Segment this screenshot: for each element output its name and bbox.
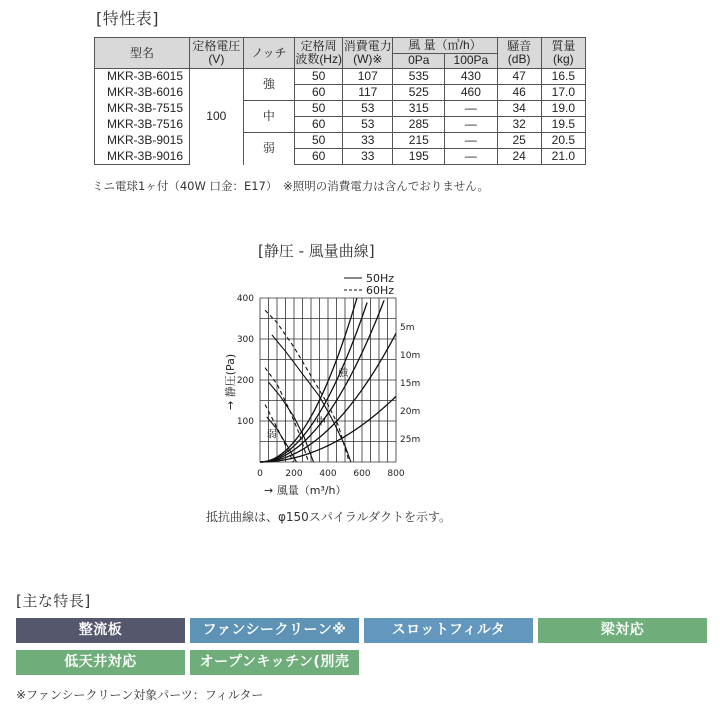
header-power: 消費電力(W)※ bbox=[343, 38, 393, 69]
table-row bbox=[95, 85, 586, 101]
cell-hz: 50 bbox=[295, 69, 343, 85]
cell-voltage: 100 bbox=[189, 69, 243, 165]
cell-pa100: — bbox=[445, 101, 497, 117]
cell-pa100: — bbox=[445, 133, 497, 149]
cell-notch-medium: 中 bbox=[243, 101, 294, 133]
y-axis-label: → 静圧(Pa) bbox=[224, 353, 237, 410]
legend-label-50hz: 50Hz bbox=[366, 272, 395, 285]
cell-hz: 50 bbox=[295, 101, 343, 117]
cell-pa100: 460 bbox=[445, 85, 497, 101]
feature-badge-fancy-clean: ファンシークリーン※ bbox=[190, 618, 359, 643]
features-heading: [主な特長] bbox=[16, 592, 91, 610]
cell-notch-strong: 強 bbox=[243, 69, 294, 101]
table-note: ミニ電球1ヶ付（40W 口金：E17） ※照明の消費電力は含んでおりません。 bbox=[92, 179, 489, 193]
cell-hz: 50 bbox=[295, 133, 343, 149]
notch-label-weak: 弱 bbox=[266, 429, 277, 441]
cell-w: 53 bbox=[343, 117, 393, 133]
cell-pa0: 315 bbox=[393, 101, 445, 117]
cell-kg: 20.5 bbox=[541, 133, 585, 149]
cell-pa0: 535 bbox=[393, 69, 445, 85]
cell-notch-weak: 弱 bbox=[243, 133, 294, 165]
cell-db: 25 bbox=[497, 133, 541, 149]
chart-title: [静圧 - 風量曲線] bbox=[258, 242, 375, 260]
cell-model: MKR-3B-9015 bbox=[95, 133, 190, 149]
cell-db: 34 bbox=[497, 101, 541, 117]
header-frequency: 定格周波数(Hz) bbox=[295, 38, 343, 69]
notch-label-medium: 中 bbox=[316, 417, 327, 429]
header-noise: 騒音(dB) bbox=[497, 38, 541, 69]
x-tick-label: 400 bbox=[319, 469, 337, 479]
cell-w: 33 bbox=[343, 149, 393, 165]
cell-model: MKR-3B-6015 bbox=[95, 69, 190, 85]
cell-db: 46 bbox=[497, 85, 541, 101]
cell-kg: 19.5 bbox=[541, 117, 585, 133]
series-line bbox=[265, 368, 308, 462]
cell-model: MKR-3B-9016 bbox=[95, 149, 190, 165]
spec-table-heading: [特性表] bbox=[96, 9, 159, 28]
resistance-label: 10m bbox=[400, 351, 421, 361]
header-airflow-100pa: 100Pa bbox=[445, 53, 497, 69]
header-voltage: 定格電圧(V) bbox=[189, 38, 243, 69]
legend-label-60hz: 60Hz bbox=[366, 284, 395, 297]
cell-w: 117 bbox=[343, 85, 393, 101]
features-note: ※ファンシークリーン対象パーツ：フィルター bbox=[16, 688, 264, 702]
cell-pa100: — bbox=[445, 117, 497, 133]
x-tick-label: 0 bbox=[257, 469, 263, 479]
cell-hz: 60 bbox=[295, 85, 343, 101]
notch-label-strong: 強 bbox=[338, 367, 349, 379]
cell-db: 32 bbox=[497, 117, 541, 133]
cell-hz: 60 bbox=[295, 149, 343, 165]
cell-w: 53 bbox=[343, 101, 393, 117]
resistance-label: 15m bbox=[400, 379, 421, 389]
cell-pa0: 215 bbox=[393, 133, 445, 149]
resistance-curve bbox=[260, 300, 384, 462]
resistance-label: 20m bbox=[400, 407, 421, 417]
feature-badge-slot-filter: スロットフィルタ bbox=[364, 618, 533, 643]
table-row bbox=[95, 133, 586, 149]
header-airflow: 風 量（㎥/h） bbox=[393, 38, 497, 54]
cell-model: MKR-3B-6016 bbox=[95, 85, 190, 101]
header-notch: ノッチ bbox=[243, 38, 294, 69]
cell-db: 24 bbox=[497, 149, 541, 165]
header-airflow-0pa: 0Pa bbox=[393, 53, 445, 69]
cell-pa0: 525 bbox=[393, 85, 445, 101]
cell-model: MKR-3B-7515 bbox=[95, 101, 190, 117]
feature-badge-low-ceiling: 低天井対応 bbox=[16, 650, 185, 675]
resistance-label: 25m bbox=[400, 435, 421, 445]
table-row bbox=[95, 69, 586, 85]
x-tick-label: 600 bbox=[353, 469, 371, 479]
cell-kg: 16.5 bbox=[541, 69, 585, 85]
cell-pa100: 430 bbox=[445, 69, 497, 85]
chart-note: 抵抗曲線は、φ150スパイラルダクトを示す。 bbox=[206, 510, 452, 524]
cell-db: 47 bbox=[497, 69, 541, 85]
x-tick-label: 800 bbox=[387, 469, 405, 479]
cell-kg: 17.0 bbox=[541, 85, 585, 101]
table-row bbox=[95, 117, 586, 133]
cell-hz: 60 bbox=[295, 117, 343, 133]
pressure-airflow-chart bbox=[220, 236, 480, 536]
x-axis-label: → 風量（m³/h） bbox=[264, 484, 347, 497]
header-model: 型名 bbox=[95, 38, 190, 69]
y-tick-label: 100 bbox=[236, 417, 254, 427]
table-row bbox=[95, 101, 586, 117]
feature-badge-beam-support: 梁対応 bbox=[538, 618, 707, 643]
cell-kg: 19.0 bbox=[541, 101, 585, 117]
spec-table bbox=[94, 37, 586, 165]
x-tick-label: 200 bbox=[285, 469, 303, 479]
header-mass: 質量(kg) bbox=[541, 38, 585, 69]
cell-pa100: — bbox=[445, 149, 497, 165]
cell-w: 107 bbox=[343, 69, 393, 85]
y-tick-label: 300 bbox=[236, 335, 254, 345]
feature-badge-open-kitchen: オープンキッチン(別売品) bbox=[190, 650, 359, 675]
y-tick-label: 200 bbox=[236, 376, 254, 386]
cell-w: 33 bbox=[343, 133, 393, 149]
cell-pa0: 195 bbox=[393, 149, 445, 165]
y-tick-label: 400 bbox=[236, 294, 254, 304]
feature-badge-straightening-plate: 整流板 bbox=[16, 618, 185, 643]
series-line bbox=[266, 382, 314, 462]
resistance-label: 5m bbox=[400, 323, 415, 333]
cell-pa0: 285 bbox=[393, 117, 445, 133]
table-row bbox=[95, 149, 586, 165]
cell-kg: 21.0 bbox=[541, 149, 585, 165]
cell-model: MKR-3B-7516 bbox=[95, 117, 190, 133]
